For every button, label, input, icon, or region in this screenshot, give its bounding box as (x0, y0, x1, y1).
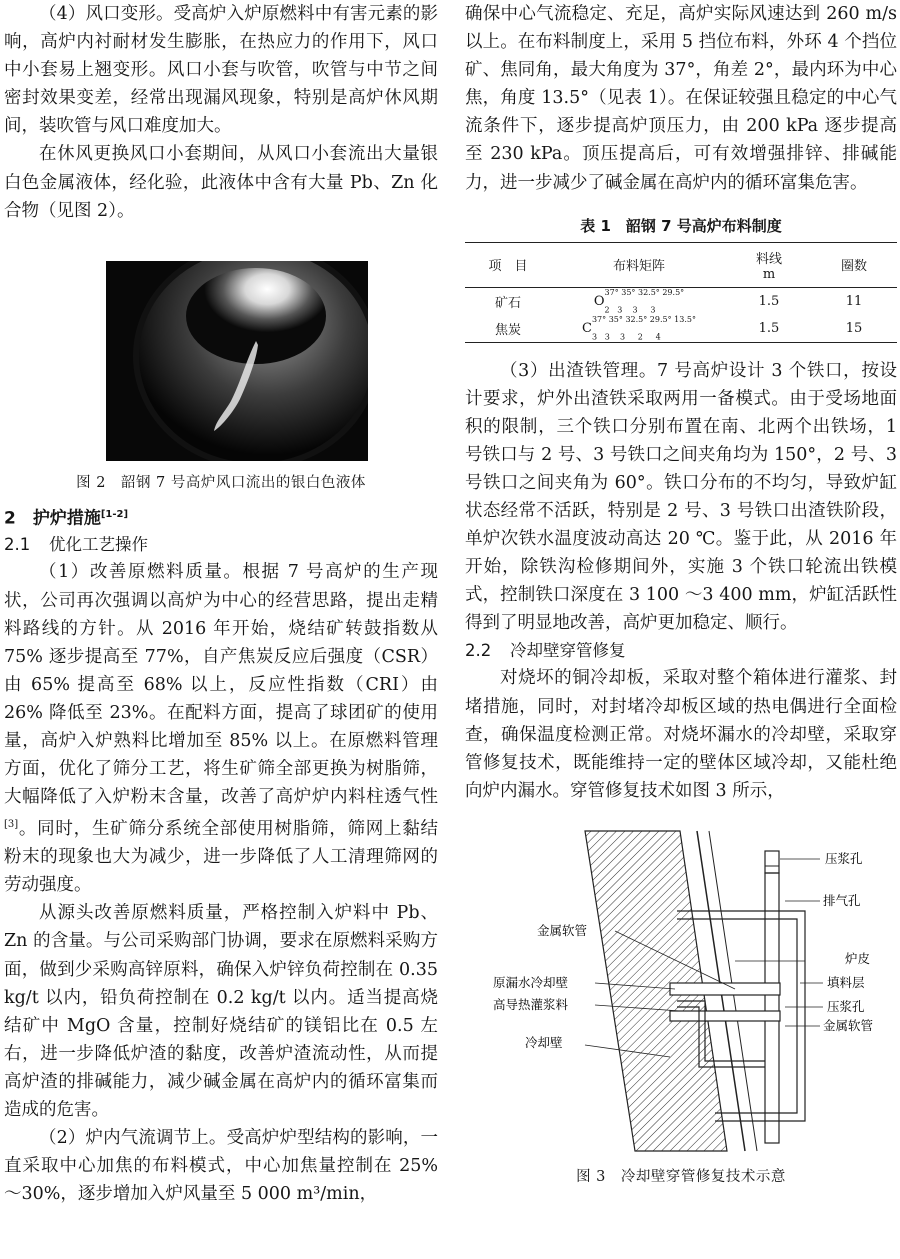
table-header-item: 项 目 (488, 259, 528, 275)
matrix-angle: 32.5° (625, 314, 648, 324)
table-cell-item: 焦炭 (494, 322, 521, 338)
label-grout-hole-top: 压浆孔 (825, 850, 863, 866)
label-vent-hole: 排气孔 (823, 892, 861, 908)
label-metal-hose-bottom: 金属软管 (823, 1017, 874, 1033)
figure-3 (465, 821, 897, 1161)
table-cell-stockline: 1.5 (758, 320, 780, 336)
table-row (465, 315, 897, 342)
section-2-2-heading (465, 637, 897, 664)
paragraph-silver-liquid: 在休风更换风口小套期间，从风口小套流出大量银白色金属液体，经化验，此液体中含有大量 Pb、Zn 化合物（见图 2）。 (4, 144, 438, 221)
matrix-values (592, 315, 696, 342)
table-cell-stockline: 1.5 (758, 293, 780, 309)
paragraph-raw-material-tail: 。同时，生矿筛分系统全部使用树脂筛，筛网上黏结粉末的现象也大为减少，进一步降低了人工清理筛网的劳动强度。 (4, 819, 438, 896)
matrix-count: 2 (637, 332, 643, 342)
label-stave: 冷却壁 (525, 1034, 563, 1050)
section-2-title: 2 护炉措施 (4, 508, 101, 529)
figure-2-caption: 图 2 韶钢 7 号高炉风口流出的银白色液体 (76, 474, 366, 491)
matrix-count: 3 (632, 305, 638, 315)
table-header-rings: 圈数 (840, 259, 867, 275)
matrix-angle: 37° (604, 287, 619, 297)
paragraph-stave-repair: 对烧坏的铜冷却板，采取对整个箱体进行灌浆、封堵措施，同时，对封堵冷却板区域的热电偶进行全面检查，确保温度检测正常。对烧坏漏水的冷却壁，采取穿管修复技术，既能维持一定的壁体区域冷却，又能杜绝向炉内漏水。穿管修复技术如图 3 所示， (465, 668, 897, 801)
matrix-angle: 29.5° (662, 287, 685, 297)
paragraph-tuyere-deformation: （4）风口变形。受高炉入炉原燃料中有害元素的影响，高炉内衬耐材发生膨胀，在热应力的作用下，风口中小套易上翘变形。风口小套与吹管，吹管与中节之间密封效果变差，经常出现漏风现象，特别是高炉休风期间，装吹管与风口难度加大。 (4, 4, 438, 137)
table-header-stockline-unit: m (762, 266, 776, 282)
paragraph-taphole-management: （3）出渣铁管理。7 号高炉设计 3 个铁口，按设计要求，炉外出渣铁采取两用一备模式。由于受场地面积的限制，三个铁口分别布置在南、北两个出铁场，1 号铁口与 2 号、3 号铁口之间夹角均为 150°，2 号、3 号铁口之间夹角为 60°。铁口分布的不均匀，导致炉缸状态经常不活跃，特别是 2 号、3 号铁口出渣铁阶段，单炉次铁水温度波动高达 20 ℃。鉴于此，从 2016 年开始，除铁沟检修期间外，实施 3 个铁口轮流出铁模式，控制铁口深度在 3 100 ～3 400 mm，炉缸活跃性得到了明显地改善，高炉更加稳定、顺行。 (465, 360, 897, 634)
section-2-1-heading (4, 531, 438, 558)
table-1 (465, 242, 897, 343)
table-header-matrix: 布料矩阵 (612, 259, 665, 275)
stave-repair-diagram (465, 821, 897, 1161)
paragraph-raw-material-text: （1）改善原燃料质量。根据 7 号高炉的生产现状，公司再次强调以高炉为中心的经营思路，提出走精料路线的方针。从 2016 年开始，烧结矿转鼓指数从 75% 逐步提高至 77%，自产焦炭反应后强度（CSR）由 65% 提高至 68% 以上，反应性指数（CRI）由 26% 降低至 23%。在配料方面，提高了球团矿的使用量，高炉入炉熟料比增加至 85% 以上。在原燃料管理方面，优化了筛分工艺，将生矿筛全部更换为树脂筛，大幅降低了入炉粉末含量，改善了高炉炉内料柱透气性 (4, 562, 438, 808)
matrix-angle: 35° (608, 314, 623, 324)
matrix-values (605, 288, 685, 315)
label-metal-hose-top: 金属软管 (537, 922, 588, 938)
matrix-angles (605, 288, 685, 297)
table-cell-item: 矿石 (494, 295, 521, 311)
section-2-1-title: 优化工艺操作 (49, 535, 148, 555)
paragraph-raw-material-ref: [3] (4, 819, 19, 831)
table-cell-rings: 11 (845, 293, 863, 309)
label-hi-cond-grout: 高导热灌浆料 (493, 996, 569, 1012)
paragraph-gas-flow: （2）炉内气流调节上。受高炉炉型结构的影响，一直采取中心加焦的布料模式，中心加焦量控制在 25% ～30%，逐步增加入炉风量至 5 000 m³/min， (4, 1128, 438, 1205)
table-1-title: 表 1 韶钢 7 号高炉布料制度 (580, 216, 782, 235)
vertical-pipe (765, 873, 779, 1143)
table-row (465, 287, 897, 314)
matrix-letter: C (582, 320, 592, 336)
label-grout-hole-bottom: 压浆孔 (827, 998, 865, 1014)
matrix-counts (605, 306, 656, 315)
table-cell-matrix (551, 315, 727, 342)
matrix-angle: 35° (621, 287, 636, 297)
matrix-count: 3 (619, 332, 626, 342)
horizontal-pipe (670, 983, 780, 995)
matrix-count: 3 (617, 305, 623, 315)
label-shell: 炉皮 (845, 950, 871, 966)
grout-hole-fitting (765, 851, 779, 873)
horizontal-pipe (670, 1011, 780, 1021)
paragraph-gas-flow-cont: 确保中心气流稳定、充足，高炉实际风速达到 260 m/s 以上。在布料制度上，采用 5 挡位布料，外环 4 个挡位矿、焦同角，最大角度为 37°，角差 2°，最内环为中心焦，角度 13.5°（见表 1）。在保证较强且稳定的中心气流条件下，逐步提高炉顶压力，由 200 kPa 逐步提高至 230 kPa。顶压提高后，可有效增强排锌、排碱能力，进一步减少了碱金属在高炉内的循环富集危害。 (465, 4, 897, 193)
matrix-angle: 32.5° (637, 287, 660, 297)
section-2-2-number: 2.2 (465, 641, 492, 661)
table-header-stockline (727, 242, 811, 287)
matrix-count: 3 (591, 332, 598, 342)
label-orig-leak-stave: 原漏水冷却壁 (493, 974, 569, 990)
section-2-2-title: 冷却壁穿管修复 (510, 641, 626, 661)
matrix-letter: O (593, 293, 605, 309)
label-fill-layer: 填料层 (827, 974, 865, 990)
section-2-ref: [1-2] (100, 508, 129, 520)
matrix-angles (592, 315, 696, 324)
table-cell-matrix (551, 287, 727, 314)
right-column (465, 0, 897, 1186)
matrix-count: 2 (604, 305, 610, 315)
table-header-stockline-label: 料线 (755, 251, 782, 267)
matrix-angle: 37° (591, 314, 607, 324)
paragraph-raw-material (4, 558, 438, 899)
paragraph-pb-zn-control: 从源头改善原燃料质量，严格控制入炉料中 Pb、Zn 的含量。与公司采购部门协调，要求在原燃料采购方面，做到少采购高锌原料，确保入炉锌负荷控制在 0.35 kg/t 以内，铅负荷控制在 0.2 kg/t 以内。适当提高烧结矿中 MgO 含量，控制好烧结矿的镁铝比在 0.5 左右，进一步降低炉渣的黏度，改善炉渣流动性，从而提高炉渣的排碱能力，减少碱金属在高炉内的循环富集而造成的危害。 (4, 903, 438, 1121)
figure-3-caption: 图 3 冷却壁穿管修复技术示意 (576, 1168, 786, 1185)
tuyere-photo-graphic (106, 261, 368, 461)
matrix-count: 4 (655, 332, 661, 342)
left-column (4, 0, 438, 1208)
matrix-counts (592, 333, 661, 342)
matrix-angle: 29.5° (649, 314, 672, 324)
section-2-heading (4, 502, 438, 532)
matrix-count: 3 (650, 305, 656, 315)
matrix-count: 3 (604, 332, 610, 342)
table-cell-rings: 15 (845, 320, 863, 336)
matrix-angle: 13.5° (674, 314, 696, 324)
section-2-1-number: 2.1 (4, 535, 31, 555)
figure-2-photo (106, 261, 368, 461)
